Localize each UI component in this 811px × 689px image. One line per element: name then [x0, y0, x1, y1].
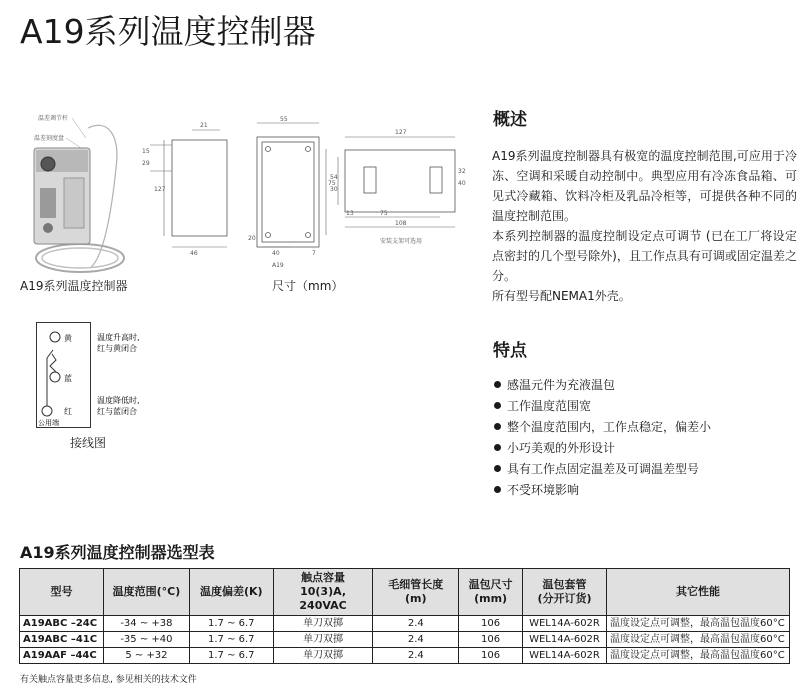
col-header-well: 温包套管 (分开订货) — [523, 569, 607, 616]
table-title: A19系列温度控制器选型表 — [20, 543, 215, 562]
dim-127: 127 — [395, 129, 407, 136]
dim-40: 40 — [272, 250, 280, 257]
bullet-icon — [494, 465, 501, 472]
dim-21: 21 — [200, 122, 208, 129]
product-caption: A19系列温度控制器 — [20, 279, 128, 293]
rise-note-2: 红与黄闭合 — [97, 344, 137, 353]
table-row: A19ABC –41C -35 ~ +40 1.7 ~ 6.7 单刀双掷 2.4 106 WEL14A-602R 温度设定点可调整，最高温包温度60°C — [20, 632, 790, 648]
dim-108: 108 — [395, 220, 407, 227]
overview-paragraph: 本系列控制器的温度控制设定点可调节 (已在工厂将设定点密封的几个型号除外)，且工作点具有可调或固定温差之分。 — [492, 229, 797, 283]
table-header-row — [20, 569, 790, 616]
overview-paragraph: 所有型号配NEMA1外壳。 — [492, 289, 631, 303]
terminal-red: 红 — [64, 407, 72, 416]
dim-13: 13 — [346, 210, 354, 217]
overview-heading: 概述 — [493, 110, 527, 130]
overview-text — [492, 146, 797, 306]
dim-54: 54 — [330, 174, 338, 181]
selection-table — [19, 568, 790, 664]
col-header-contact: 触点容量 10(3)A, 240VAC — [273, 569, 373, 616]
feature-item: 不受环境影响 — [494, 480, 711, 501]
overview-paragraph: A19系列温度控制器具有极宽的温度控制范围,可应用于冷冻、空调和采暖自动控制中。典型应用有冷冻食品箱、可见式冷藏箱、饮料冷柜及乳品冷柜等，可提供各种不同的温度控制范围。 — [492, 149, 797, 223]
wiring-caption: 接线图 — [70, 436, 107, 450]
dim-20: 20 — [248, 235, 256, 242]
table-footnote: 有关触点容量更多信息, 参见相关的技术文件 — [20, 675, 197, 685]
dim-40b: 40 — [458, 180, 466, 187]
dim-30: 30 — [330, 186, 338, 193]
dimension-drawing — [140, 115, 470, 275]
feature-item: 小巧美观的外形设计 — [494, 438, 711, 459]
fall-note-2: 红与蓝闭合 — [97, 407, 137, 416]
dim-46: 46 — [190, 250, 198, 257]
product-label-diff-dial: 温差刻度盘 — [34, 135, 65, 142]
product-photo — [20, 108, 140, 278]
fall-note-1: 温度降低时, — [97, 396, 140, 405]
dim-7: 7 — [312, 250, 316, 257]
table-row: A19ABC –24C -34 ~ +38 1.7 ~ 6.7 单刀双掷 2.4 106 WEL14A-602R 温度设定点可调整，最高温包温度60°C — [20, 616, 790, 632]
feature-item: 感温元件为充液温包 — [494, 375, 711, 396]
col-header-other: 其它性能 — [606, 569, 789, 616]
bullet-icon — [494, 444, 501, 451]
col-header-capillary: 毛细管长度 (m) — [373, 569, 459, 616]
terminal-blue: 蓝 — [64, 374, 72, 383]
col-header-model: 型号 — [20, 569, 104, 616]
dim-75b: 75 — [380, 210, 388, 217]
col-header-deviation: 温度偏差(K) — [189, 569, 273, 616]
dimension-caption: 尺寸（mm） — [272, 279, 344, 293]
dim-112: 127 — [154, 186, 166, 193]
features-heading: 特点 — [493, 341, 527, 361]
col-header-bulb-size: 温包尺寸 (mm) — [459, 569, 523, 616]
dim-29: 29 — [142, 160, 150, 167]
dim-75: 75 — [328, 180, 336, 187]
drawing-model-label: A19 — [272, 262, 284, 269]
col-header-range: 温度范围(°C) — [103, 569, 189, 616]
bullet-icon — [494, 402, 501, 409]
features-list — [494, 375, 711, 501]
page-title: A19系列温度控制器 — [20, 12, 316, 51]
dim-55: 55 — [280, 116, 288, 123]
dim-15: 15 — [142, 148, 150, 155]
feature-item: 具有工作点固定温差及可调温差型号 — [494, 459, 711, 480]
rise-note-1: 温度升高时, — [97, 333, 140, 342]
dim-32: 32 — [458, 168, 466, 175]
terminal-yellow: 黄 — [64, 334, 72, 343]
bullet-icon — [494, 423, 501, 430]
feature-item: 整个温度范围内，工作点稳定，偏差小 — [494, 417, 711, 438]
table-row: A19AAF –44C 5 ~ +32 1.7 ~ 6.7 单刀双掷 2.4 106 WEL14A-602R 温度设定点可调整，最高温包温度60°C — [20, 648, 790, 664]
feature-item: 工作温度范围宽 — [494, 396, 711, 417]
bracket-note: 安装支架可选用 — [380, 238, 423, 245]
common-terminal: 公用端 — [38, 419, 59, 427]
bullet-icon — [494, 381, 501, 388]
bullet-icon — [494, 486, 501, 493]
product-label-diff-lever: 温差调节杆 — [38, 115, 69, 122]
wiring-diagram — [36, 322, 196, 430]
